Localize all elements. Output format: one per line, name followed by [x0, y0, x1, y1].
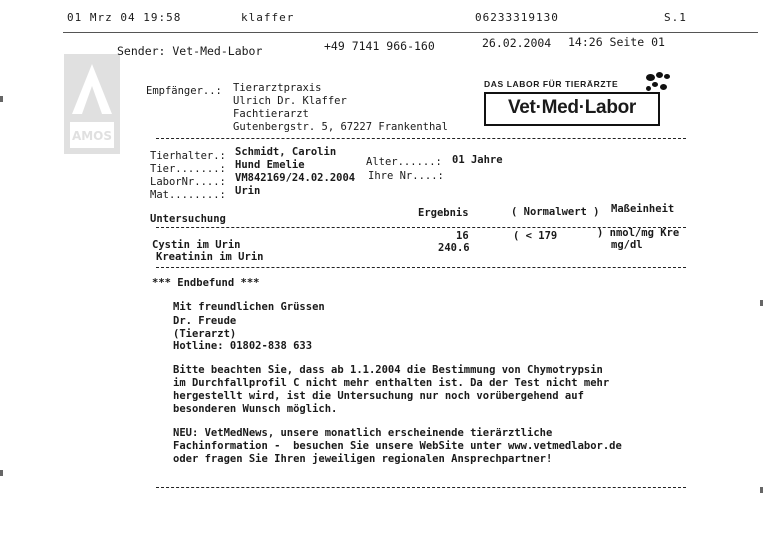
labnr-label: LaborNr....: [150, 176, 226, 188]
owner-value: Schmidt, Carolin [235, 146, 337, 158]
scan-mark [0, 470, 3, 476]
scan-mark [0, 96, 3, 102]
material-label: Mat........: [150, 189, 226, 201]
sender-label: Sender: Vet-Med-Labor [117, 44, 263, 58]
recipient-line: Ulrich Dr. Klaffer [233, 95, 347, 107]
signer-name: Dr. Freude [173, 315, 237, 327]
sender-time-page: 14:26 Seite 01 [568, 35, 665, 49]
owner-label: Tierhalter.: [150, 150, 226, 162]
col-header-test: Untersuchung [150, 213, 226, 225]
row-normal: ( < 179 [513, 230, 558, 242]
logo-name: Vet·Med·Labor [507, 97, 637, 118]
col-header-normal: ( Normalwert ) [511, 206, 600, 218]
divider [156, 138, 686, 139]
col-header-result: Ergebnis [418, 207, 469, 219]
row-test: Cystin im Urin [152, 239, 241, 251]
hotline: Hotline: 01802-838 633 [173, 340, 313, 352]
age-value: 01 Jahre [452, 154, 503, 166]
watermark-logo [64, 54, 120, 154]
fax-header-rule [63, 32, 758, 33]
sender-phone: +49 7141 966-160 [324, 39, 435, 53]
endbefund: *** Endbefund *** [152, 277, 260, 289]
notice-line: hergestellt wird, ist die Untersuchung nur noch vorübergehend auf [173, 390, 584, 402]
animal-label: Tier.......: [150, 163, 226, 175]
scan-mark [760, 487, 763, 493]
news-line: oder fragen Sie Ihren jeweiligen regionalen Ansprechpartner! [173, 453, 553, 465]
fax-number: 06233319130 [475, 11, 559, 24]
row-unit: mg/dl [611, 239, 643, 251]
recipient-line: Fachtierarzt [233, 108, 309, 120]
age-label: Alter......: [366, 156, 442, 168]
col-header-unit: Maßeinheit [611, 203, 675, 215]
signer-title: (Tierarzt) [173, 328, 237, 340]
lab-logo [484, 92, 660, 126]
fax-sender-name: klaffer [241, 11, 295, 24]
news-line: Fachinformation - besuchen Sie unsere WebSite unter www.vetmedlabor.de [173, 440, 622, 452]
fax-datetime: 01 Mrz 04 19:58 [67, 11, 182, 24]
svg-text:AMOS: AMOS [71, 129, 113, 143]
row-unit: ) nmol/mg Kre [597, 227, 680, 239]
recipient-line: Gutenbergstr. 5, 67227 Frankenthal [233, 121, 448, 133]
row-result: 240.6 [438, 242, 470, 254]
labnr-value: VM842169/24.02.2004 [235, 172, 356, 184]
fax-page: S.1 [664, 11, 687, 24]
table-end-rule [156, 267, 686, 268]
logo-tagline: DAS LABOR FÜR TIERÄRZTE [484, 79, 619, 89]
notice-line: besonderen Wunsch möglich. [173, 403, 338, 415]
recipient-line: Tierarztpraxis [233, 82, 322, 94]
row-result: 16 [456, 230, 469, 242]
sender-date: 26.02.2004 [482, 36, 552, 50]
animal-value: Hund Emelie [235, 159, 305, 171]
footer-rule [156, 487, 686, 488]
scan-mark [760, 300, 763, 306]
material-value: Urin [235, 185, 261, 197]
recipient-label: Empfänger..: [146, 85, 222, 97]
row-test: Kreatinin im Urin [156, 251, 264, 263]
ihre-nr-label: Ihre Nr....: [368, 170, 444, 182]
greeting: Mit freundlichen Grüssen [173, 301, 325, 313]
news-line: NEU: VetMedNews, unsere monatlich erscheinende tierärztliche [173, 427, 553, 439]
notice-line: im Durchfallprofil C nicht mehr enthalten ist. Da der Test nicht mehr [173, 377, 610, 389]
notice-line: Bitte beachten Sie, dass ab 1.1.2004 die Bestimmung von Chymotrypsin [173, 364, 603, 376]
